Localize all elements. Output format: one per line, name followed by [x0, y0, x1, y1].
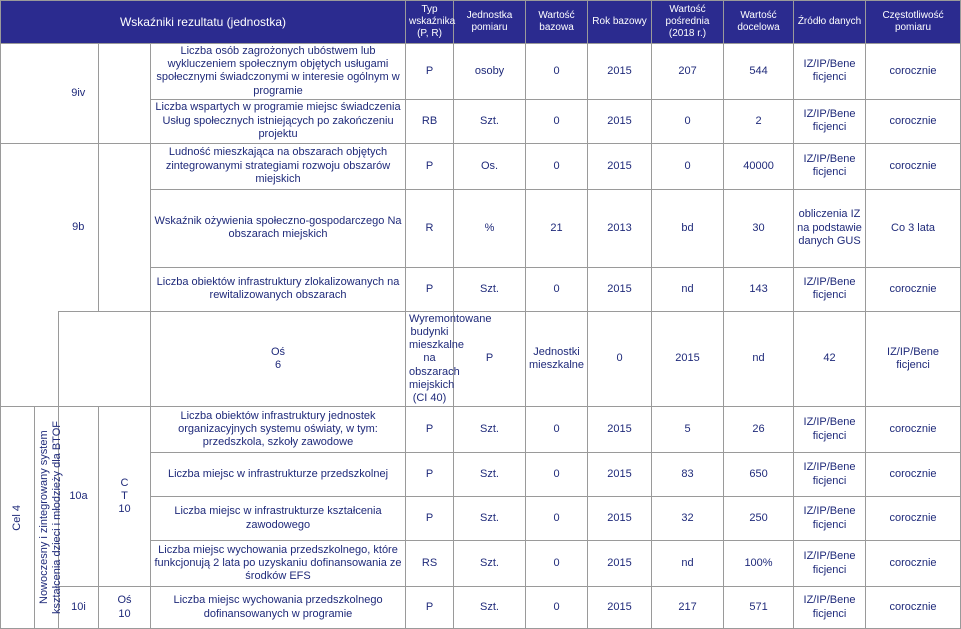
indicator-jednostka: Szt.	[454, 587, 526, 629]
indicator-posrednia: nd	[652, 541, 724, 587]
indicator-czestotliwosc: corocznie	[866, 453, 961, 497]
indicator-docelowa: 100%	[724, 541, 794, 587]
indicator-docelowa: 40000	[724, 143, 794, 189]
indicator-name: Liczba osób zagrożonych ubóstwem lub wykluczeniem społecznym objętych usługami społecznymi świadczonymi w interesie ogólnym w programie	[151, 44, 406, 100]
indicator-bazowa: 0	[588, 311, 652, 406]
header-row	[1, 1, 961, 44]
indicator-posrednia: nd	[652, 267, 724, 311]
indicator-zrodlo: IZ/IP/Bene ficjenci	[794, 587, 866, 629]
indicator-jednostka: Szt.	[454, 407, 526, 453]
indicator-typ: RB	[406, 99, 454, 143]
indicator-zrodlo: IZ/IP/Bene ficjenci	[794, 497, 866, 541]
zrodlo-line-1: obliczenia IZ na podstawie	[797, 208, 862, 234]
os10-line-1: Oś	[117, 594, 132, 607]
header-rok-bazowy: Rok bazowy	[588, 1, 652, 44]
indicator-bazowa: 0	[526, 267, 588, 311]
table-row	[1, 143, 961, 189]
ct10-line-3: 10	[118, 503, 131, 516]
indicator-name: Liczba obiektów infrastruktury jednostek organizacyjnych systemu oświaty, w tym: przedszkola, szkoły zawodowe	[151, 407, 406, 453]
indicator-name: Liczba miejsc wychowania przedszkolnego dofinansowanych w programie	[151, 587, 406, 629]
indicator-posrednia: 0	[652, 99, 724, 143]
indicator-typ: P	[406, 143, 454, 189]
indicator-typ: P	[406, 267, 454, 311]
indicator-zrodlo: IZ/IP/Bene ficjenci	[794, 407, 866, 453]
indicator-name: Ludność mieszkająca na obszarach objętych zintegrowanymi strategiami rozwoju obszarów miejskich	[151, 143, 406, 189]
indicator-jednostka: Szt.	[454, 541, 526, 587]
indicator-docelowa: 571	[724, 587, 794, 629]
blank-cell	[1, 143, 59, 406]
indicator-name: Liczba wspartych w programie miejsc świadczenia Usług społecznych istniejących po zakończeniu projektu	[151, 99, 406, 143]
indicator-docelowa: 544	[724, 44, 794, 100]
indicator-posrednia: 83	[652, 453, 724, 497]
header-wartosc-docelowa: Wartość docelowa	[724, 1, 794, 44]
table-row	[1, 44, 961, 100]
code-10i: 10i	[59, 587, 99, 629]
indicator-zrodlo: IZ/IP/Bene ficjenci	[794, 453, 866, 497]
cel4-description	[35, 407, 64, 629]
indicator-posrednia: 207	[652, 44, 724, 100]
header-typ: Typ wskaźnika (P, R)	[406, 1, 454, 44]
code-9b: 9b	[59, 143, 99, 311]
header-jednostka: Jednostka pomiaru	[454, 1, 526, 44]
indicator-posrednia: 217	[652, 587, 724, 629]
indicator-posrednia: 5	[652, 407, 724, 453]
indicator-czestotliwosc: corocznie	[866, 44, 961, 100]
ct10-label	[99, 407, 151, 587]
indicator-bazowa: 0	[526, 143, 588, 189]
indicator-name: Liczba miejsc wychowania przedszkolnego, które funkcjonują 2 lata po uzyskaniu dofinansowania ze środków EFS	[151, 541, 406, 587]
header-main: Wskaźniki rezultatu (jednostka)	[1, 1, 406, 44]
indicator-rok: 2015	[588, 407, 652, 453]
cel4-description-text: Nowoczesny i zintegrowany system kształcenia dzieci i młodzieży dla BTOF	[38, 421, 64, 615]
indicator-rok: 2015	[652, 311, 724, 406]
indicator-zrodlo: IZ/IP/Bene ficjenci	[794, 541, 866, 587]
indicator-bazowa: 21	[526, 189, 588, 267]
indicator-jednostka: %	[454, 189, 526, 267]
os6-label	[151, 311, 406, 406]
header-wartosc-bazowa: Wartość bazowa	[526, 1, 588, 44]
indicator-rok: 2015	[588, 267, 652, 311]
indicator-docelowa: 650	[724, 453, 794, 497]
os6-line-2: 6	[274, 358, 282, 371]
indicator-typ: P	[406, 497, 454, 541]
indicator-rok: 2015	[588, 44, 652, 100]
indicator-bazowa: 0	[526, 587, 588, 629]
header-czestotliwosc: Częstotliwość pomiaru	[866, 1, 961, 44]
indicator-zrodlo: IZ/IP/Bene ficjenci	[794, 44, 866, 100]
indicator-name: Liczba obiektów infrastruktury zlokalizowanych na rewitalizowanych obszarach	[151, 267, 406, 311]
indicator-rok: 2015	[588, 143, 652, 189]
indicator-jednostka: Szt.	[454, 99, 526, 143]
indicator-bazowa: 0	[526, 453, 588, 497]
indicator-czestotliwosc: corocznie	[866, 267, 961, 311]
indicator-name: Liczba miejsc w infrastrukturze przedszkolnej	[151, 453, 406, 497]
indicator-posrednia: nd	[724, 311, 794, 406]
indicator-rok: 2015	[588, 587, 652, 629]
ct10-line-1: C	[120, 476, 129, 489]
blank-cell	[99, 44, 151, 144]
indicator-typ: P	[454, 311, 526, 406]
indicator-czestotliwosc: corocznie	[866, 99, 961, 143]
indicator-jednostka: Os.	[454, 143, 526, 189]
indicator-bazowa: 0	[526, 541, 588, 587]
zrodlo-line-2: danych GUS	[798, 234, 861, 247]
indicator-czestotliwosc: corocznie	[866, 587, 961, 629]
indicator-rok: 2015	[588, 453, 652, 497]
indicator-typ: RS	[406, 541, 454, 587]
indicator-bazowa: 0	[526, 407, 588, 453]
indicator-zrodlo: IZ/IP/Bene ficjenci	[866, 311, 961, 406]
code-9iv: 9iv	[59, 44, 99, 144]
indicator-bazowa: 0	[526, 99, 588, 143]
indicator-czestotliwosc: corocznie	[866, 541, 961, 587]
cel4-text: Cel 4	[10, 504, 23, 531]
indicator-posrednia: 32	[652, 497, 724, 541]
indicator-rok: 2015	[588, 541, 652, 587]
indicator-docelowa: 2	[724, 99, 794, 143]
table-row	[1, 311, 961, 406]
blank-cell	[59, 311, 151, 406]
indicator-rok: 2015	[588, 99, 652, 143]
indicator-docelowa: 42	[794, 311, 866, 406]
indicator-rok: 2013	[588, 189, 652, 267]
indicator-docelowa: 30	[724, 189, 794, 267]
cel4-label	[1, 407, 35, 629]
indicator-name: Wskaźnik ożywienia społeczno-gospodarczego Na obszarach miejskich	[151, 189, 406, 267]
blank-cell	[99, 143, 151, 311]
header-zrodlo: Źródło danych	[794, 1, 866, 44]
indicator-typ: P	[406, 44, 454, 100]
indicator-typ: P	[406, 453, 454, 497]
indicator-zrodlo: IZ/IP/Bene ficjenci	[794, 99, 866, 143]
indicator-jednostka: Szt.	[454, 497, 526, 541]
indicator-name: Wyremontowane budynki mieszkalne na obszarach miejskich (CI 40)	[406, 311, 454, 406]
indicator-docelowa: 26	[724, 407, 794, 453]
indicator-rok: 2015	[588, 497, 652, 541]
indicator-typ: P	[406, 407, 454, 453]
indicator-zrodlo: IZ/IP/Bene ficjenci	[794, 143, 866, 189]
indicator-bazowa: 0	[526, 44, 588, 100]
indicator-docelowa: 143	[724, 267, 794, 311]
indicator-czestotliwosc: Co 3 lata	[866, 189, 961, 267]
indicator-docelowa: 250	[724, 497, 794, 541]
indicator-jednostka: Szt.	[454, 453, 526, 497]
indicator-czestotliwosc: corocznie	[866, 143, 961, 189]
indicator-typ: P	[406, 587, 454, 629]
indicator-typ: R	[406, 189, 454, 267]
indicator-posrednia: bd	[652, 189, 724, 267]
os6-line-1: Oś	[270, 345, 286, 358]
indicator-jednostka: Szt.	[454, 267, 526, 311]
indicator-bazowa: 0	[526, 497, 588, 541]
os10-line-2: 10	[118, 607, 131, 620]
os10-label	[99, 587, 151, 629]
table-row	[1, 587, 961, 629]
indicator-zrodlo	[794, 189, 866, 267]
indicator-czestotliwosc: corocznie	[866, 407, 961, 453]
indicator-posrednia: 0	[652, 143, 724, 189]
indicator-name: Liczba miejsc w infrastrukturze kształcenia zawodowego	[151, 497, 406, 541]
code-10a: 10a	[59, 407, 99, 587]
blank-cell	[1, 44, 59, 144]
indicator-jednostka: Jednostki mieszkalne	[526, 311, 588, 406]
indicator-czestotliwosc: corocznie	[866, 497, 961, 541]
indicator-jednostka: osoby	[454, 44, 526, 100]
ct10-line-2: T	[121, 489, 128, 502]
header-wartosc-posrednia: Wartość pośrednia (2018 r.)	[652, 1, 724, 44]
table-row	[1, 407, 961, 453]
indicator-zrodlo: IZ/IP/Bene ficjenci	[794, 267, 866, 311]
